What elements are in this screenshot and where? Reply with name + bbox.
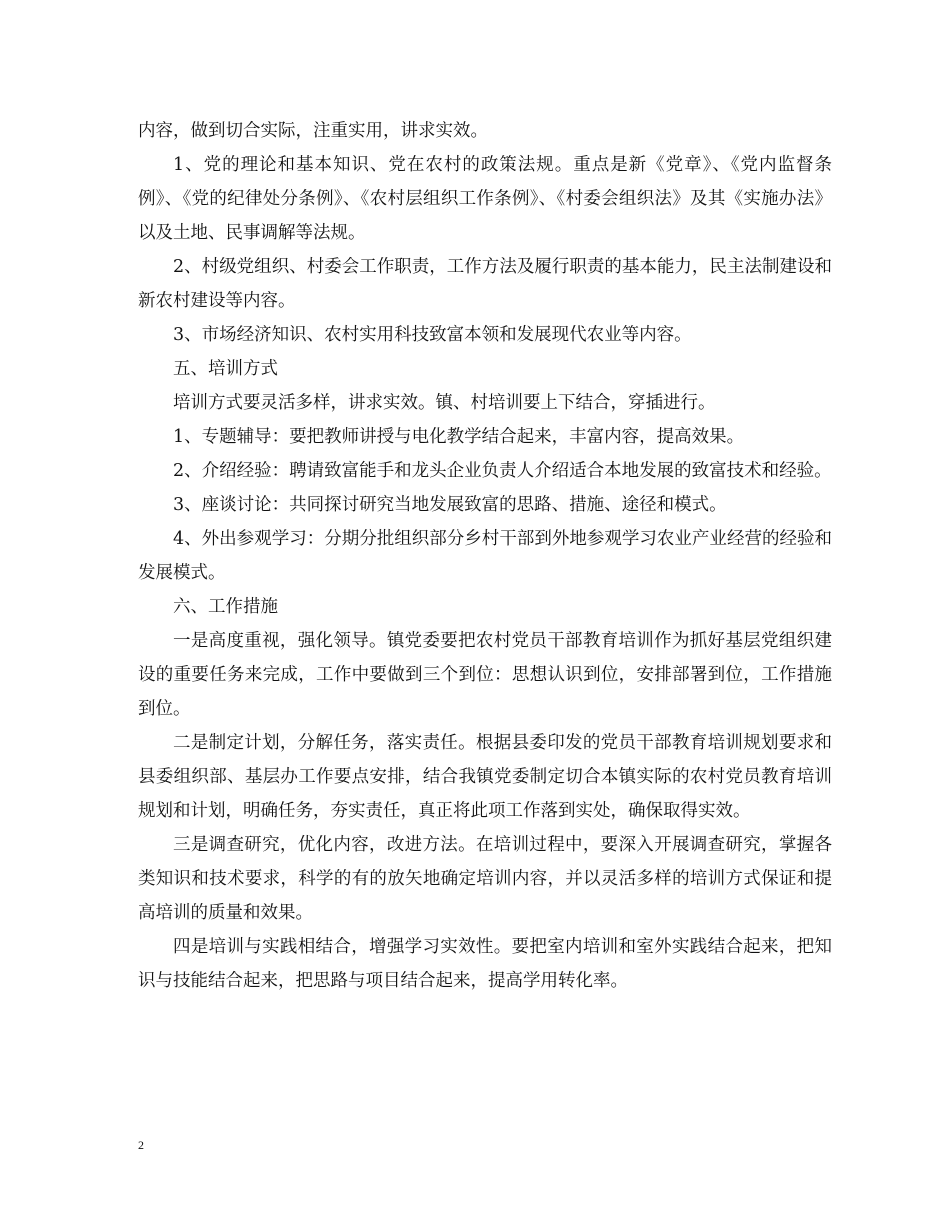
- paragraph: 1、党的理论和基本知识、党在农村的政策法规。重点是新《党章》、《党内监督条例》、《党的纪律处分条例》、《农村层组织工作条例》、《村委会组织法》及其《实施办法》以及土地、民事调解等法规。: [138, 155, 832, 243]
- page-number: 2: [138, 1138, 144, 1152]
- paragraph: 4、外出参观学习：分期分批组织部分乡村干部到外地参观学习农业产业经营的经验和发展模式。: [138, 529, 832, 583]
- paragraph: 1、专题辅导：要把教师讲授与电化教学结合起来，丰富内容，提高效果。: [173, 427, 745, 447]
- paragraph: 四是培训与实践相结合，增强学习实效性。要把室内培训和室外实践结合起来，把知识与技能结合起来，把思路与项目结合起来，提高学用转化率。: [138, 937, 832, 991]
- paragraph: 三是调查研究，优化内容，改进方法。在培训过程中，要深入开展调查研究，掌握各类知识和技术要求，科学的有的放矢地确定培训内容，并以灵活多样的培训方式保证和提高培训的质量和效果。: [138, 835, 832, 923]
- paragraph: 2、介绍经验：聘请致富能手和龙头企业负责人介绍适合本地发展的致富技术和经验。: [173, 461, 832, 481]
- paragraph: 培训方式要灵活多样，讲求实效。镇、村培训要上下结合，穿插进行。: [173, 393, 716, 413]
- paragraph: 一是高度重视，强化领导。镇党委要把农村党员干部教育培训作为抓好基层党组织建设的重要任务来完成，工作中要做到三个到位：思想认识到位，安排部署到位，工作措施到位。: [138, 631, 832, 719]
- section-heading: 六、工作措施: [173, 597, 278, 617]
- paragraph: 2、村级党组织、村委会工作职责，工作方法及履行职责的基本能力，民主法制建设和新农村建设等内容。: [138, 257, 832, 311]
- paragraph: 3、市场经济知识、农村实用科技致富本领和发展现代农业等内容。: [173, 325, 692, 345]
- paragraph: 3、座谈讨论：共同探讨研究当地发展致富的思路、措施、途径和模式。: [173, 495, 727, 515]
- paragraph: 二是制定计划，分解任务，落实责任。根据县委印发的党员干部教育培训规划要求和县委组织部、基层办工作要点安排，结合我镇党委制定切合本镇实际的农村党员教育培训规划和计划，明确任务，夯实责任，真正将此项工作落到实处，确保取得实效。: [138, 733, 832, 821]
- paragraph: 内容，做到切合实际，注重实用，讲求实效。: [138, 121, 488, 141]
- section-heading: 五、培训方式: [173, 359, 278, 379]
- document-page: [138, 114, 832, 998]
